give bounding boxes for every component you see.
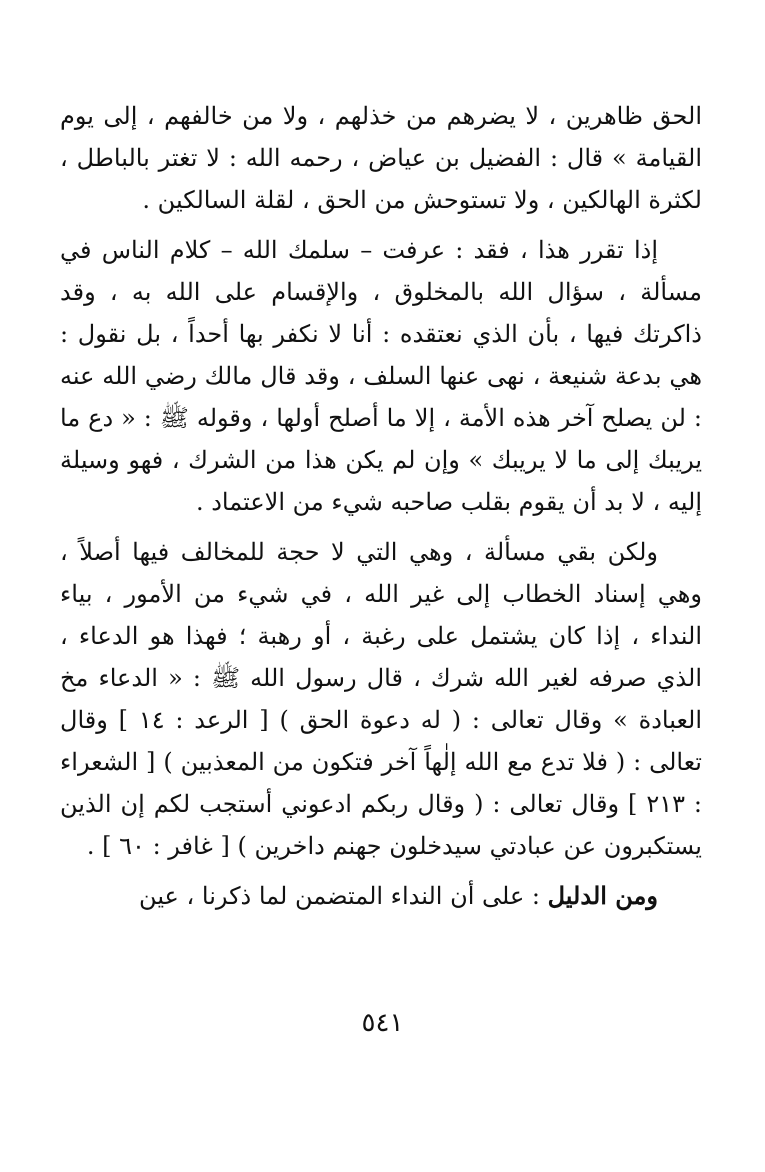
paragraph-lead-heading: ومن الدليل xyxy=(547,881,658,910)
paragraph-text: : على أن النداء المتضمن لما ذكرنا ، عين xyxy=(139,882,548,910)
page-number: ٥٤١ xyxy=(361,1008,404,1038)
paragraph-continuation xyxy=(60,95,702,221)
paragraph-text: الحق ظاهرين ، لا يضرهم من خذلهم ، ولا من خالفهم ، إلى يوم القيامة » قال : الفضيل بن عياض ، رحمه الله : لا تغتر بالباطل ، لكثرة الهالكين ، ولا تستوحش من الحق ، لقلة السالكين . xyxy=(60,102,702,214)
page-body xyxy=(60,95,702,917)
paragraph-intercession-ruling xyxy=(60,229,702,523)
paragraph-calling-upon-others xyxy=(60,531,702,867)
paragraph-text: إذا تقرر هذا ، فقد : عرفت – سلمك الله – كلام الناس في مسألة ، سؤال الله بالمخلوق ، والإقسام على الله به ، وقد ذاكرتك فيها ، بأن الذي نعتقده : أنا لا نكفر بها أحداً ، بل نقول : هي بدعة شنيعة ، نهى عنها السلف ، وقد قال مالك رضي الله عنه : لن يصلح آخر هذه الأمة ، إلا ما أصلح أولها ، وقوله ﷺ : « دع ما يريبك إلى ما لا يريبك » وإن لم يكن هذا من الشرك ، فهو وسيلة إليه ، لا بد أن يقوم بقلب صاحبه شيء من الاعتماد . xyxy=(60,236,702,516)
paragraph-evidence xyxy=(60,875,702,917)
paragraph-text: ولكن بقي مسألة ، وهي التي لا حجة للمخالف فيها أصلاً ، وهي إسناد الخطاب إلى غير الله ، في شيء من الأمور ، بياء النداء ، إذا كان يشتمل على رغبة ، أو رهبة ؛ فهذا هو الدعاء ، الذي صرفه لغير الله شرك ، قال رسول الله ﷺ : « الدعاء مخ العبادة » وقال تعالى : ( له دعوة الحق ) [ الرعد : ١٤ ] وقال تعالى : ( فلا تدع مع الله إلٰهاً آخر فتكون من المعذبين ) [ الشعراء : ٢١٣ ] وقال تعالى : ( وقال ربكم ادعوني أستجب لكم إن الذين يستكبرون عن عبادتي سيدخلون جهنم داخرين ) [ غافر : ٦٠ ] . xyxy=(60,538,703,860)
